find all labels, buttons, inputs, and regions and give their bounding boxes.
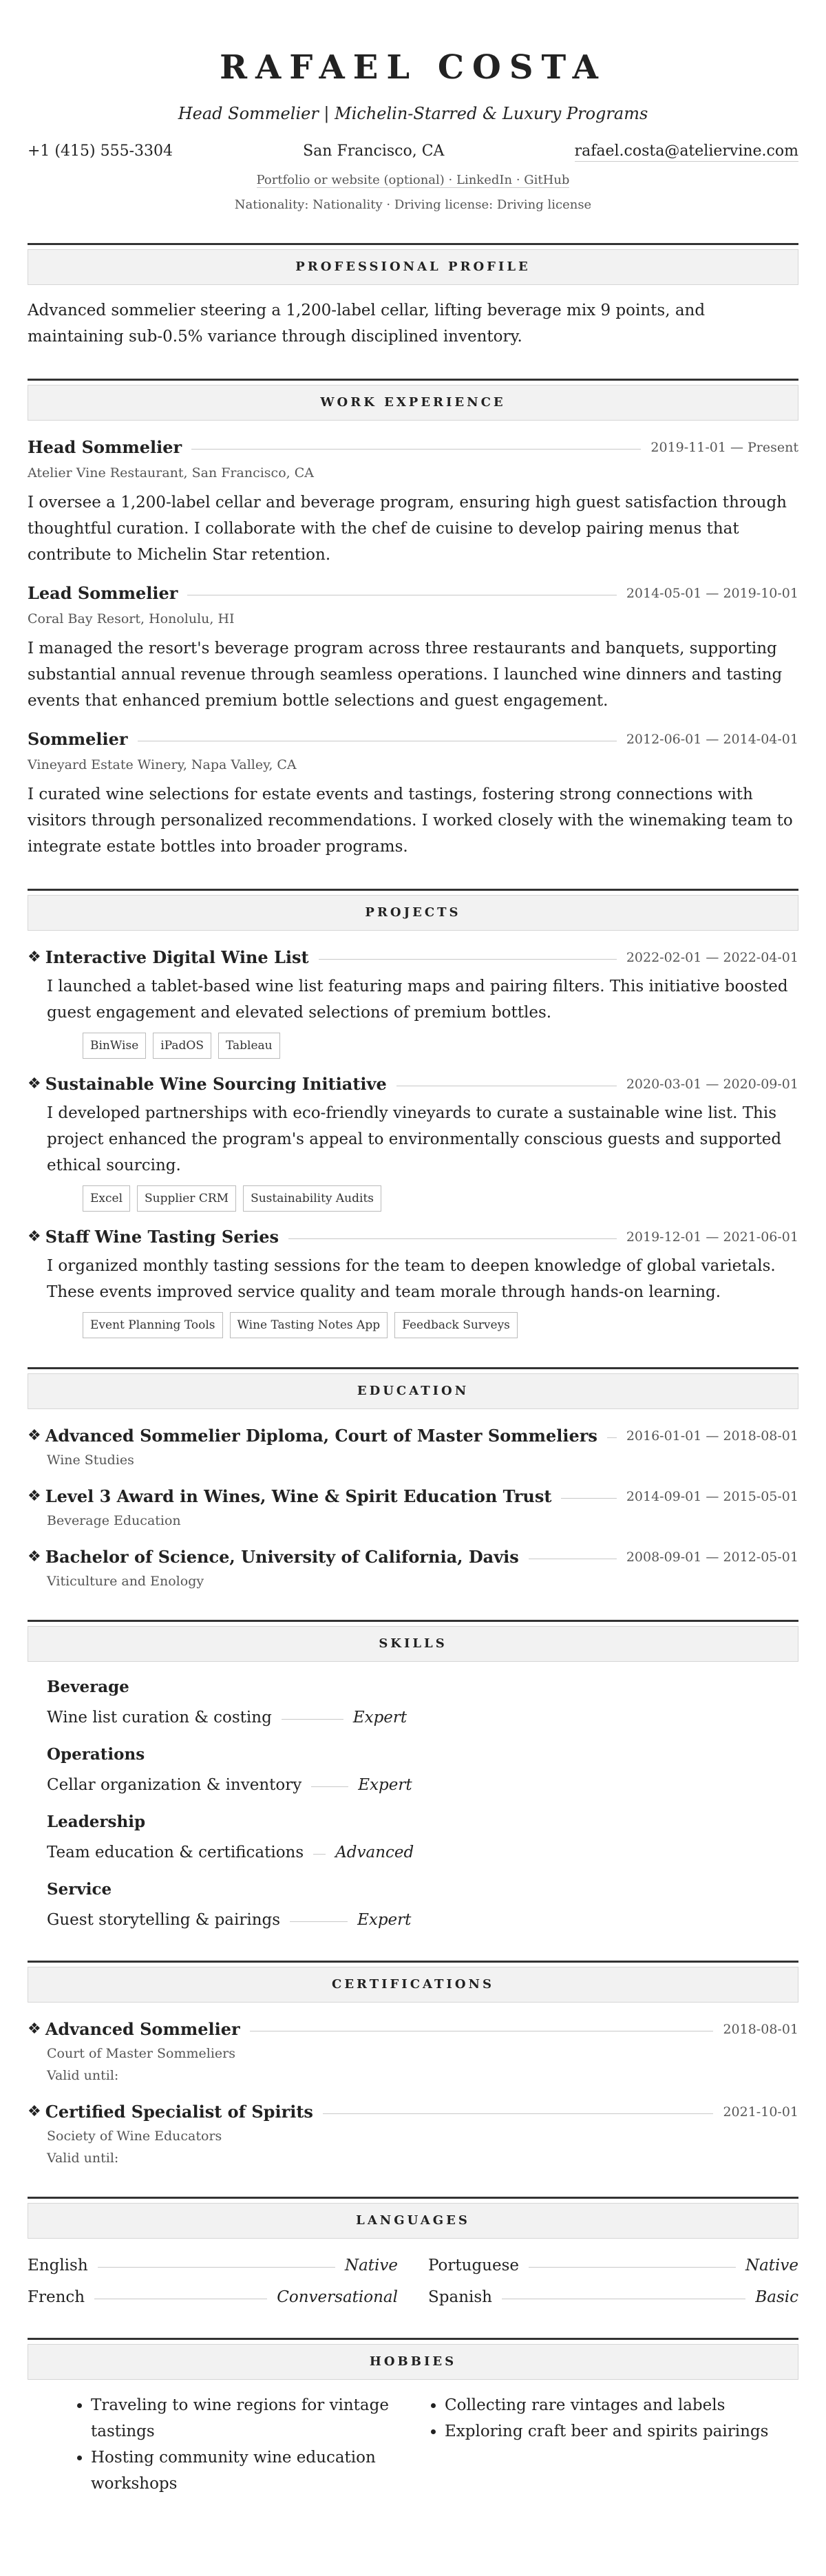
leader-line — [319, 959, 617, 960]
skill-level: Expert — [352, 1709, 407, 1727]
hobby-item: • Hosting community wine education workshops — [91, 2445, 413, 2497]
section-title: PROJECTS — [28, 895, 798, 931]
degree-title: Level 3 Award in Wines, Wine & Spirit Education Trust — [45, 1486, 552, 1506]
hobby-item: • Collecting rare vintages and labels — [445, 2392, 798, 2418]
project-item — [28, 1225, 798, 1338]
skill-name: Guest storytelling & pairings — [47, 1911, 281, 1929]
degree-title: Bachelor of Science, University of California, Davis — [45, 1547, 519, 1567]
skill-level: Advanced — [335, 1844, 414, 1861]
skill-line — [47, 1706, 798, 1729]
project-header — [28, 1225, 798, 1249]
education-dates: 2014-09-01 — 2015-05-01 — [626, 1489, 798, 1504]
section-certifications — [28, 1961, 798, 2168]
certification-header — [28, 2018, 798, 2041]
project-header — [28, 1073, 798, 1096]
leader-line — [311, 1786, 348, 1787]
skill-group — [47, 1810, 798, 1864]
language-name: Spanish — [428, 2288, 492, 2306]
education-header — [28, 1545, 798, 1569]
section-title: SKILLS — [28, 1626, 798, 1662]
project-tags — [83, 1033, 798, 1059]
linkedin-link[interactable]: LinkedIn — [456, 173, 513, 187]
links-row — [28, 171, 798, 189]
skill-line — [47, 1841, 798, 1864]
work-header — [28, 436, 798, 459]
field-of-study: Beverage Education — [47, 1513, 181, 1528]
leader-line — [98, 2267, 335, 2268]
leader-line — [282, 1719, 343, 1720]
personal-details: Nationality: Nationality · Driving license: Driving license — [234, 198, 592, 212]
field-of-study: Viticulture and Enology — [47, 1574, 204, 1589]
job-dates: 2019-11-01 — Present — [650, 440, 798, 455]
leader-line — [313, 1854, 326, 1855]
certification-title: Advanced Sommelier — [45, 2019, 240, 2039]
section-hobbies — [28, 2338, 798, 2497]
diamond-bullet-icon: ❖ — [28, 1548, 41, 1565]
diamond-bullet-icon: ❖ — [28, 1427, 41, 1444]
certification-date: 2018-08-01 — [723, 2022, 798, 2037]
certification-title: Certified Specialist of Spirits — [45, 2102, 313, 2122]
section-education — [28, 1367, 798, 1591]
language-item — [28, 2254, 398, 2277]
candidate-name: RAFAEL COSTA — [220, 48, 606, 87]
work-item — [28, 582, 798, 714]
skill-category: Operations — [47, 1745, 145, 1764]
section-languages — [28, 2197, 798, 2309]
project-title: Staff Wine Tasting Series — [45, 1227, 279, 1247]
link-separator: · — [444, 173, 456, 187]
skill-category: Leadership — [47, 1813, 146, 1831]
phone[interactable]: +1 (415) 555-3304 — [28, 142, 173, 160]
job-title: Lead Sommelier — [28, 583, 178, 603]
language-level: Basic — [755, 2288, 798, 2306]
hobby-list-right — [413, 2392, 798, 2497]
hobby-item: • Traveling to wine regions for vintage tastings — [91, 2392, 413, 2445]
diamond-bullet-icon: ❖ — [28, 2103, 41, 2120]
project-title: Sustainable Wine Sourcing Initiative — [45, 1074, 387, 1094]
education-item — [28, 1424, 798, 1470]
education-dates: 2016-01-01 — 2018-08-01 — [626, 1428, 798, 1444]
section-projects — [28, 889, 798, 1338]
degree-title: Advanced Sommelier Diploma, Court of Master Sommeliers — [45, 1426, 597, 1446]
job-title: Sommelier — [28, 729, 128, 749]
work-header — [28, 728, 798, 751]
hobby-list-left — [28, 2392, 413, 2497]
diamond-bullet-icon: ❖ — [28, 1488, 41, 1505]
diamond-bullet-icon: ❖ — [28, 1228, 41, 1245]
education-item — [28, 1545, 798, 1591]
language-item — [428, 2254, 798, 2277]
certification-item — [28, 2018, 798, 2085]
profile-summary: Advanced sommelier steering a 1,200-label cellar, lifting beverage mix 9 points, and maintaining sub-0.5% variance through disciplined inventory. — [28, 302, 706, 346]
email-link[interactable]: rafael.costa@ateliervine.com — [575, 142, 798, 162]
location: San Francisco, CA — [303, 142, 445, 160]
skills-list — [28, 1676, 798, 1932]
language-grid — [28, 2254, 798, 2309]
certification-header — [28, 2100, 798, 2124]
section-title: LANGUAGES — [28, 2203, 798, 2239]
hobby-columns — [28, 2392, 798, 2497]
skill-group — [47, 1743, 798, 1797]
education-dates: 2008-09-01 — 2012-05-01 — [626, 1550, 798, 1565]
section-title: WORK EXPERIENCE — [28, 385, 798, 421]
leader-line — [323, 2113, 714, 2114]
certification-list — [28, 2018, 798, 2168]
tag: Supplier CRM — [137, 1185, 236, 1212]
portfolio-link[interactable]: Portfolio or website (optional) — [256, 173, 445, 187]
project-header — [28, 946, 798, 969]
leader-line — [290, 1921, 348, 1922]
tag: BinWise — [83, 1033, 146, 1059]
tag: Sustainability Audits — [243, 1185, 381, 1212]
section-profile — [28, 243, 798, 350]
education-item — [28, 1485, 798, 1530]
project-dates: 2019-12-01 — 2021-06-01 — [626, 1229, 798, 1245]
language-level: Conversational — [277, 2288, 398, 2306]
diamond-bullet-icon: ❖ — [28, 949, 41, 966]
leader-line — [607, 1437, 617, 1438]
language-name: English — [28, 2257, 88, 2274]
project-list — [28, 946, 798, 1338]
language-level: Native — [745, 2257, 798, 2274]
project-tags — [83, 1185, 798, 1212]
work-item — [28, 436, 798, 568]
skill-line — [47, 1908, 798, 1932]
project-title: Interactive Digital Wine List — [45, 947, 309, 967]
section-title: EDUCATION — [28, 1373, 798, 1409]
education-list — [28, 1424, 798, 1591]
tag: Excel — [83, 1185, 130, 1212]
leader-line — [561, 1498, 616, 1499]
certification-validity: Valid until: — [47, 2068, 119, 2083]
certification-item — [28, 2100, 798, 2168]
skill-name: Team education & certifications — [47, 1844, 304, 1861]
language-name: Portuguese — [428, 2257, 520, 2274]
skill-category: Service — [47, 1880, 112, 1899]
section-work-experience — [28, 379, 798, 860]
skill-line — [47, 1773, 798, 1797]
contact-row — [28, 142, 798, 162]
language-level: Native — [344, 2257, 398, 2274]
education-header — [28, 1424, 798, 1448]
link-separator: · — [512, 173, 525, 187]
github-link[interactable]: GitHub — [524, 173, 570, 187]
certification-validity: Valid until: — [47, 2151, 119, 2166]
leader-line — [191, 449, 641, 450]
job-description: I managed the resort's beverage program across three restaurants and banquets, supporting substantial annual revenue through seamless operations. I launched wine dinners and tasting events that enhanced premium bottle selections and guest engagement. — [28, 640, 783, 710]
skill-group — [47, 1878, 798, 1932]
work-list — [28, 436, 798, 860]
leader-line — [288, 1238, 617, 1239]
project-item — [28, 946, 798, 1059]
leader-line — [529, 2267, 736, 2268]
job-description: I oversee a 1,200-label cellar and beverage program, ensuring high guest satisfaction through thoughtful curation. I collaborate with the chef de cuisine to develop pairing menus that contribute to Michelin Star retention. — [28, 494, 787, 564]
section-title: CERTIFICATIONS — [28, 1967, 798, 2003]
skill-level: Expert — [358, 1776, 412, 1794]
work-header — [28, 582, 798, 605]
language-name: French — [28, 2288, 85, 2306]
hobby-item: • Exploring craft beer and spirits pairings — [445, 2418, 798, 2445]
section-skills — [28, 1620, 798, 1932]
job-organization: Coral Bay Resort, Honolulu, HI — [28, 611, 235, 626]
work-item — [28, 728, 798, 860]
certification-issuer: Society of Wine Educators — [47, 2129, 222, 2144]
job-dates: 2014-05-01 — 2019-10-01 — [626, 586, 798, 601]
skill-group — [47, 1676, 798, 1729]
job-dates: 2012-06-01 — 2014-04-01 — [626, 732, 798, 747]
job-description: I curated wine selections for estate events and tastings, fostering strong connections with visitors through personalized recommendations. I worked closely with the winemaking team to integrate estate bottles into broader programs. — [28, 785, 793, 856]
job-organization: Vineyard Estate Winery, Napa Valley, CA — [28, 757, 297, 772]
tag: Event Planning Tools — [83, 1312, 223, 1338]
job-title: Head Sommelier — [28, 437, 182, 457]
tag: Wine Tasting Notes App — [230, 1312, 388, 1338]
certification-date: 2021-10-01 — [723, 2104, 798, 2120]
skill-name: Cellar organization & inventory — [47, 1776, 302, 1794]
tag: Feedback Surveys — [394, 1312, 518, 1338]
project-dates: 2022-02-01 — 2022-04-01 — [626, 950, 798, 965]
tag: iPadOS — [153, 1033, 211, 1059]
project-dates: 2020-03-01 — 2020-09-01 — [626, 1077, 798, 1092]
tag: Tableau — [218, 1033, 280, 1059]
project-description: I organized monthly tasting sessions for the team to deepen knowledge of global varietals. These events improved service quality and team morale through hands-on learning. — [47, 1257, 776, 1301]
language-item — [28, 2285, 398, 2309]
diamond-bullet-icon: ❖ — [28, 2020, 41, 2038]
project-description: I developed partnerships with eco-friendly vineyards to curate a sustainable wine list. This project enhanced the program's appeal to environmentally conscious guests and supported ethical sourcing. — [47, 1104, 782, 1174]
diamond-bullet-icon: ❖ — [28, 1075, 41, 1092]
language-item — [428, 2285, 798, 2309]
headline: Head Sommelier | Michelin-Starred & Luxury Programs — [178, 104, 648, 123]
skill-category: Beverage — [47, 1678, 129, 1696]
project-tags — [83, 1312, 798, 1338]
project-item — [28, 1073, 798, 1212]
field-of-study: Wine Studies — [47, 1453, 134, 1468]
skill-name: Wine list curation & costing — [47, 1709, 272, 1727]
section-title: PROFESSIONAL PROFILE — [28, 249, 798, 285]
job-organization: Atelier Vine Restaurant, San Francisco, CA — [28, 465, 314, 481]
education-header — [28, 1485, 798, 1508]
certification-issuer: Court of Master Sommeliers — [47, 2046, 235, 2061]
skill-level: Expert — [357, 1911, 412, 1929]
project-description: I launched a tablet-based wine list featuring maps and pairing filters. This initiative boosted guest engagement and elevated selections of premium bottles. — [47, 978, 788, 1022]
section-title: HOBBIES — [28, 2344, 798, 2380]
